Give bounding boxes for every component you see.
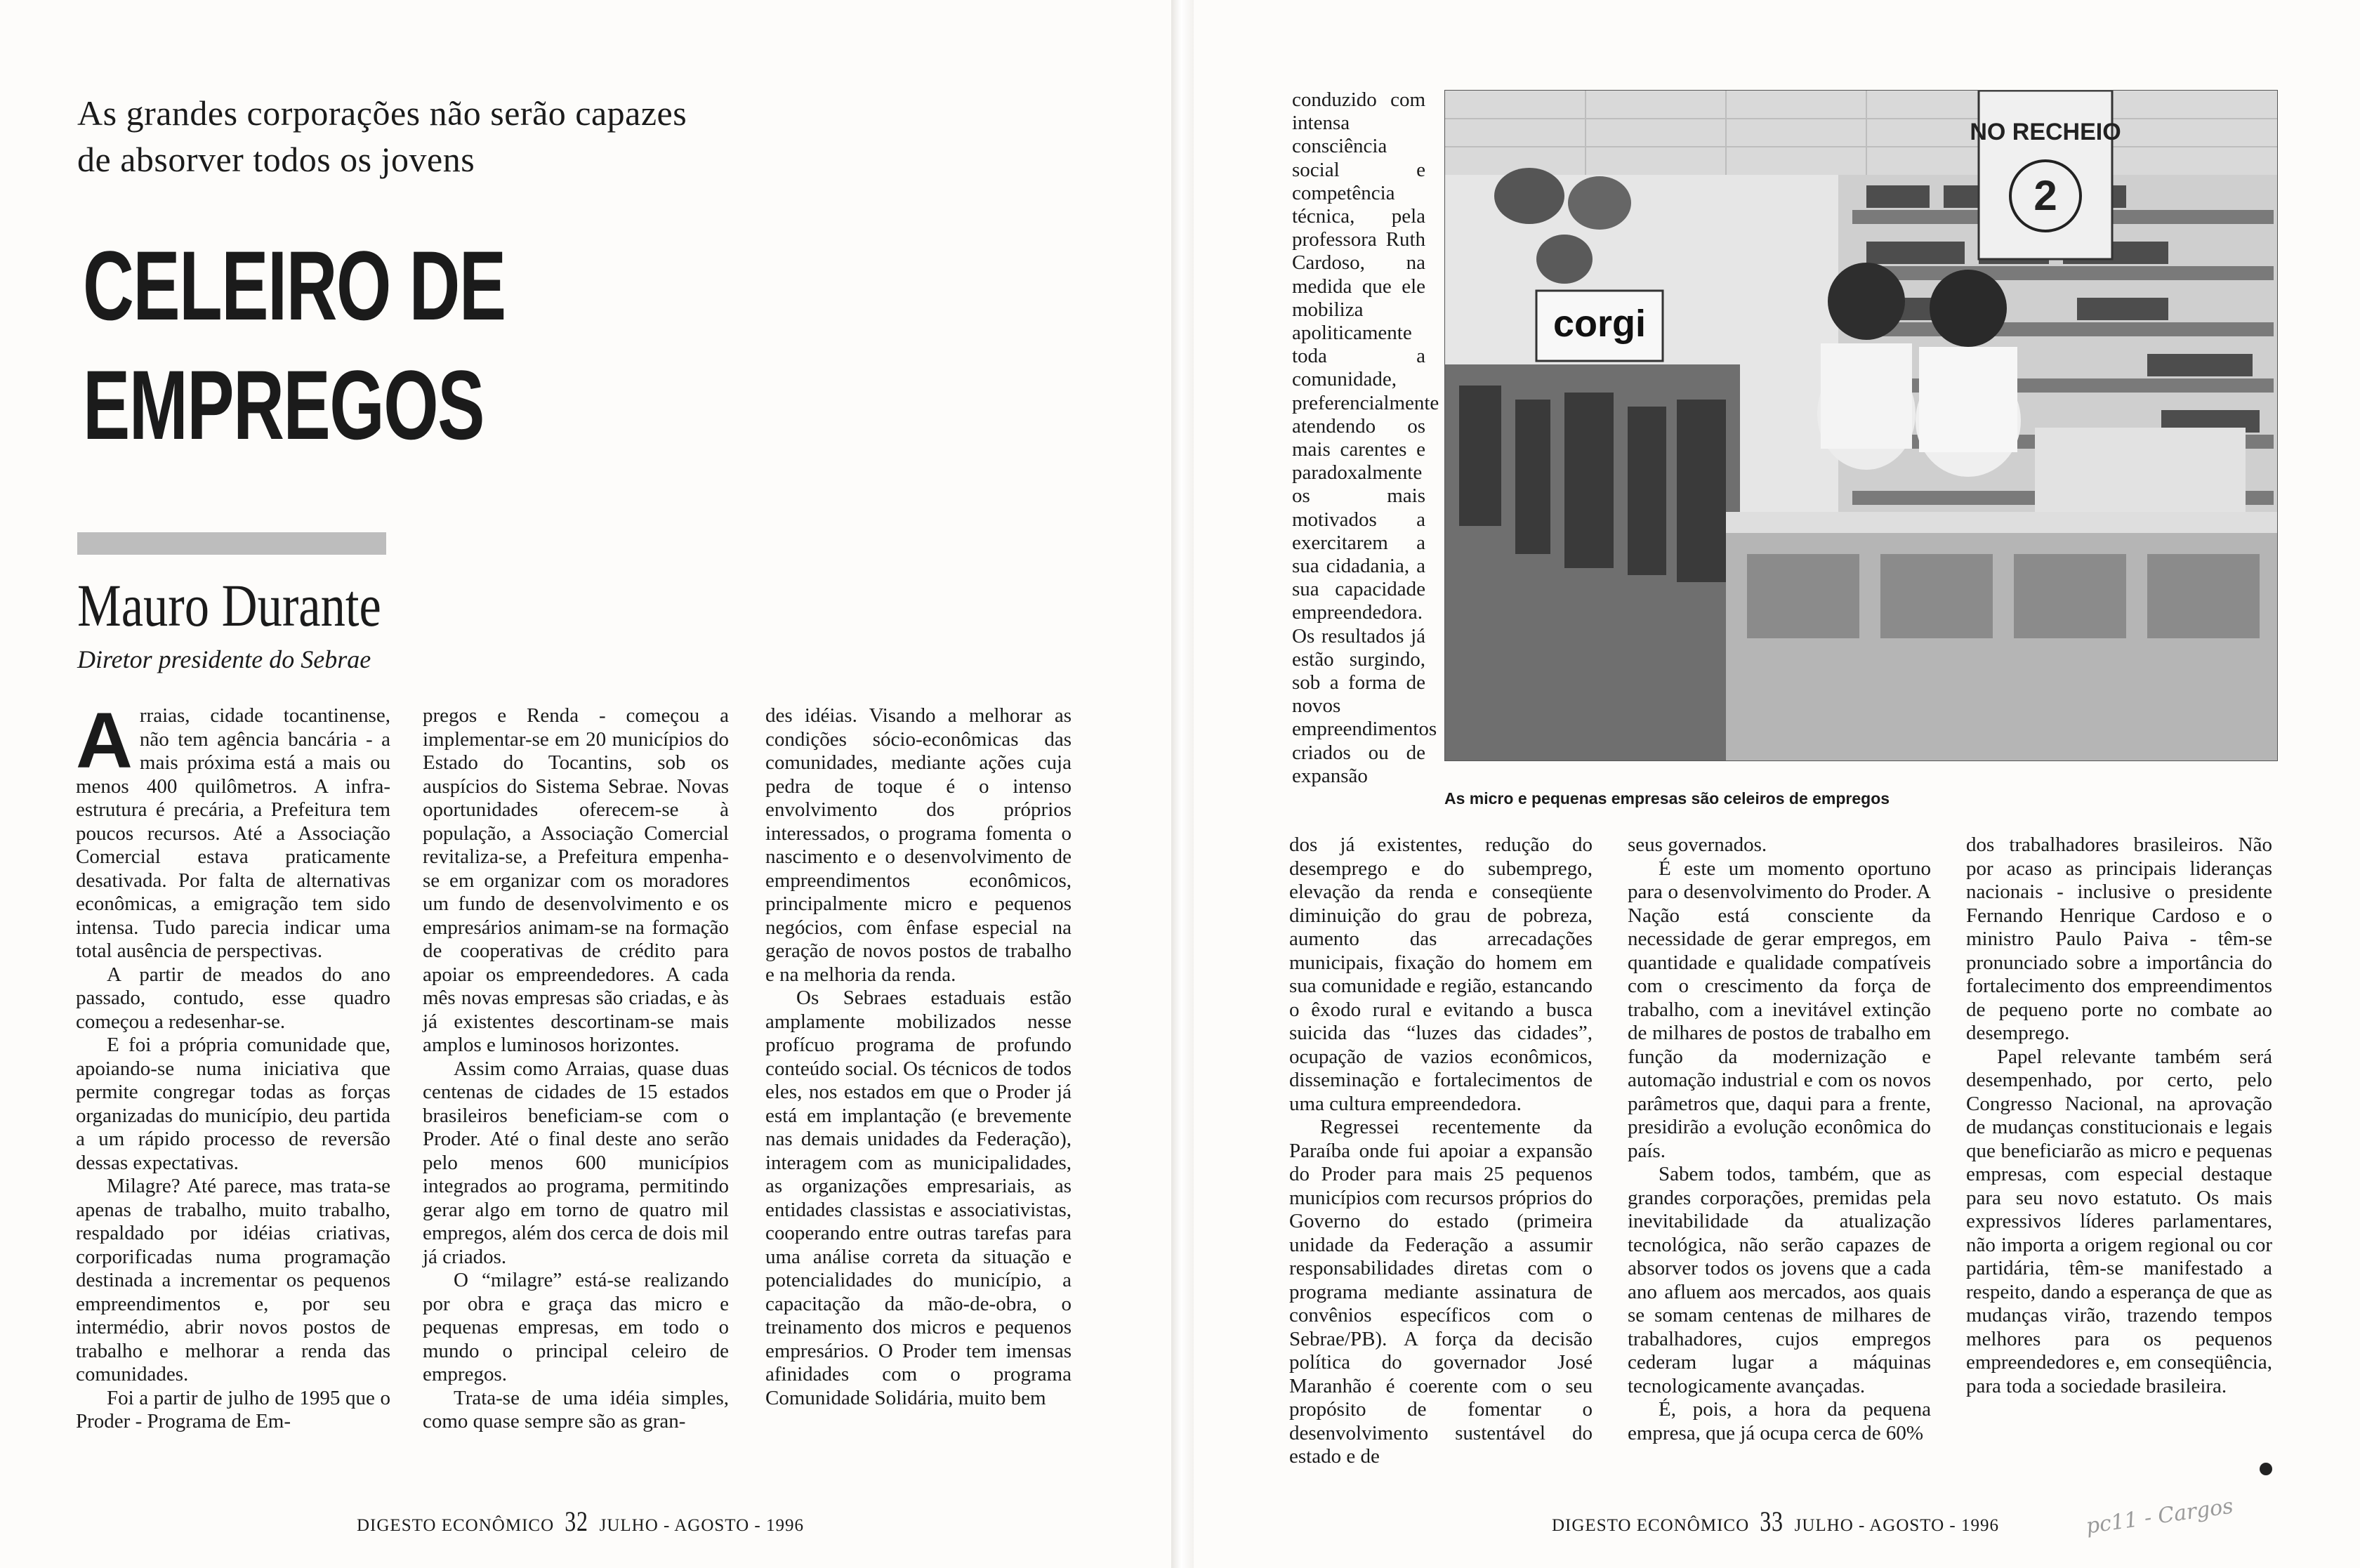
drop-cap: A bbox=[76, 697, 133, 784]
footer-date: JULHO - AGOSTO - 1996 bbox=[599, 1516, 804, 1535]
left-column-2 bbox=[423, 704, 729, 1434]
left-page bbox=[0, 0, 1171, 1568]
paragraph: Os Sebraes estaduais estão amplamente mobilizados nesse profícuo programa de profundo conteúdo social. Os técnicos de todos eles, nos estados em que o Proder já está em implantação (e brevemente nas demais unidades da Federação), interagem com as municipalidades, as organizações empresariais, as entidades classistas e associativistas, cooperando entre outras tarefas para uma análise correta da situação e potencialidades do município, a capacitação da mão-de-obra, o treinamento dos micros e pequenos empresários. O Proder tem imensas afinidades com o programa Comunidade Solidária, muito bem bbox=[765, 987, 1072, 1409]
paragraph: Papel relevante também será desempenhado, por certo, pelo Congresso Nacional, na aprovação de mudanças constitucionais e legais que beneficiarão as micro e pequenas empresas, com especial destaque para seu novo estatuto. Os mais expressivos líderes parlamentares, não importa a origem regional ou cor partidária, têm-se manifestado a respeito, dando a esperança de que as mudanças virão, trazendo tempos melhores para os pequenos empreendedores e, em conseqüência, para toda a sociedade brasileira. bbox=[1966, 1045, 2272, 1397]
photo-sign-text: NO RECHEIO bbox=[1970, 119, 2121, 145]
photo-caption: As micro e pequenas empresas são celeiros de empregos bbox=[1444, 789, 1890, 808]
right-column-1 bbox=[1289, 834, 1593, 1469]
paragraph: Regressei recentemente da Paraíba onde fui apoiar a expansão do Proder para mais 25 pequenos municípios com recursos próprios do Governo do estado (primeira unidade da Federação a assumir responsabilidades diretas com o programa mediante assinatura de convênios específicos com o Sebrae/PB). A força da decisão política do governador José Maranhão é coerente com o seu propósito de fomentar o desenvolvimento sustentável do estado e de bbox=[1289, 1116, 1593, 1468]
footer-date: JULHO - AGOSTO - 1996 bbox=[1794, 1516, 1999, 1535]
paragraph: dos já existentes, redução do desemprego e do subemprego, elevação da renda e conseqüente diminuição do grau de pobreza, aumento das arrecadações municipais, fixação do homem em sua comunidade e região, estancando o êxodo rural e evitando a busca suicida das “luzes das cidades”, ocupação de vazios econômicos, disseminação e fortalecimentos de uma cultura empreendedora. bbox=[1289, 834, 1593, 1115]
paragraph: Assim como Arraias, quase duas centenas de cidades de 15 estados brasileiros beneficiam-se com o Proder. Até o final deste ano serão pelo menos 600 municípios integrados ao programa, permitindo gerar algo em torno de quatro mil empregos, além dos cerca de dois mil já criados. bbox=[423, 1057, 729, 1268]
photo-brand-text: corgi bbox=[1553, 303, 1647, 345]
headline-line-2: EMPREGOS bbox=[83, 350, 484, 460]
paragraph: O “milagre” está-se realizando por obra e graça das micro e pequenas empresas, em todo o mundo o principal celeiro de empregos. bbox=[423, 1269, 729, 1385]
paragraph: É este um momento oportuno para o desenvolvimento do Proder. A Nação está consciente da necessidade de gerar empregos, em quantidade e qualidade compatíveis com o crescimento da força de trabalho, com a inevitável extinção de milhares de postos de trabalho em função da modernização e automação industrial e com os novos parâmetros que, daqui para a frente, presidirão a evolução econômica do país. bbox=[1628, 857, 1931, 1162]
paragraph: pregos e Renda - começou a implementar-se em 20 municípios do Estado do Tocantins, sob os auspícios do Sistema Sebrae. Novas oportunidades oferecem-se à população, a Associação Comercial revitaliza-se, a Prefeitura empenha-se em organizar com os moradores um fundo de desenvolvimento e os empresários animam-se na formação de cooperativas de crédito para apoiar os empreendedores. A cada mês novas empresas são criadas, e às já existentes descortinam-se mais amplos e luminosos horizontes. bbox=[423, 704, 729, 1056]
store-photo bbox=[1444, 90, 2278, 761]
paragraph: seus governados. bbox=[1628, 834, 1767, 856]
left-column-3 bbox=[765, 704, 1072, 1410]
paragraph: Trata-se de uma idéia simples, como quase sempre são as gran- bbox=[423, 1386, 729, 1432]
page-gutter bbox=[1171, 0, 1194, 1568]
footer-publication: DIGESTO ECONÔMICO bbox=[357, 1516, 555, 1535]
footer-publication: DIGESTO ECONÔMICO bbox=[1552, 1516, 1750, 1535]
page-footer-right bbox=[1552, 1505, 1999, 1538]
page-number: 33 bbox=[1760, 1506, 1784, 1537]
store-interior-image bbox=[1445, 91, 2277, 760]
paragraph: Milagre? Até parece, mas trata-se apenas de trabalho, muito trabalho, respaldado por idéias criativas, corporificadas numa programação destinada a incrementar os pequenos empreendimentos e, por seu intermédio, abrir novos postos de trabalho e melhorar a renda das comunidades. bbox=[76, 1175, 390, 1385]
decorative-grey-bar bbox=[77, 532, 386, 555]
paragraph bbox=[76, 697, 390, 963]
paragraph: É, pois, a hora da pequena empresa, que já ocupa cerca de 60% bbox=[1628, 1398, 1931, 1444]
author-title: Diretor presidente do Sebrae bbox=[77, 645, 371, 673]
paragraph: A partir de meados do ano passado, contudo, esse quadro começou a redesenhar-se. bbox=[76, 963, 390, 1033]
page-footer-left bbox=[357, 1505, 804, 1538]
paragraph-text: rraias, cidade tocantinense, não tem agência bancária - a mais próxima está a mais ou menos 400 quilômetros. A infra-estrutura é precária, a Prefeitura tem poucos recursos. Até a Associação Comercial estava praticamente desativada. Por falta de alternativas econômicas, a emigração tem sido intensa. Tudo parecia indicar uma total ausência de perspectivas. bbox=[76, 704, 390, 962]
left-column-1 bbox=[76, 697, 390, 1434]
photo-sign-number: 2 bbox=[2033, 172, 2057, 219]
author-name: Mauro Durante bbox=[77, 572, 381, 639]
right-column-3 bbox=[1966, 834, 2272, 1398]
handwritten-note: pc11 - Cargos bbox=[2084, 1494, 2235, 1539]
narrow-column: conduzido com intensa consciência social e competência técnica, pela professora Ruth Cardoso, na medida que ele mobiliza apoliticamente toda a comunidade, preferencialmente atendendo os mais carentes e paradoxalmente os mais motivados a exercitarem a sua cidadania, a sua capacidade empreendedora. Os resultados já estão surgindo, sob a forma de novos empreendimentos criados ou de expansão bbox=[1292, 88, 1439, 787]
paragraph: E foi a própria comunidade que, apoiando-se numa iniciativa que permite congregar todas as forças organizadas do município, deu partida a um rápido processo de reversão dessas expectativas. bbox=[76, 1034, 390, 1174]
page-number: 32 bbox=[565, 1506, 589, 1537]
paragraph: Sabem todos, também, que as grandes corporações, premidas pela inevitabilidade da atualização tecnológica, não serão capazes de absorver todos os jovens que a cada ano afluem aos mercados, aos quais se somam centenas de milhares de trabalhadores, cujos empregos cederam lugar a máquinas tecnologicamente avançadas. bbox=[1628, 1163, 1931, 1397]
headline-line-1: CELEIRO DE bbox=[83, 230, 506, 341]
paragraph: dos trabalhadores brasileiros. Não por acaso as principais lideranças nacionais - inclusive o presidente Fernando Henrique Cardoso e o ministro Paulo Paiva - têm-se pronunciado sobre a importância do fortalecimento dos empreendimentos de pequeno porte no combate ao desemprego. bbox=[1966, 834, 2272, 1044]
article-headline bbox=[83, 226, 538, 465]
article-kicker: As grandes corporações não serão capazes de absorver todos os jovens bbox=[77, 93, 687, 179]
paragraph: des idéias. Visando a melhorar as condições sócio-econômicas das comunidades, mediante ações cuja pedra de toque é o intenso envolvimento dos próprios interessados, o programa fomenta o nascimento e o desenvolvimento de empreendimentos econômicos, principalmente micro e pequenos negócios, com ênfase especial na geração de novos postos de trabalho e na melhoria da renda. bbox=[765, 704, 1072, 986]
paragraph: Foi a partir de julho de 1995 que o Proder - Programa de Em- bbox=[76, 1386, 390, 1432]
right-column-2 bbox=[1628, 834, 1931, 1445]
end-of-article-bullet bbox=[2260, 1463, 2272, 1475]
